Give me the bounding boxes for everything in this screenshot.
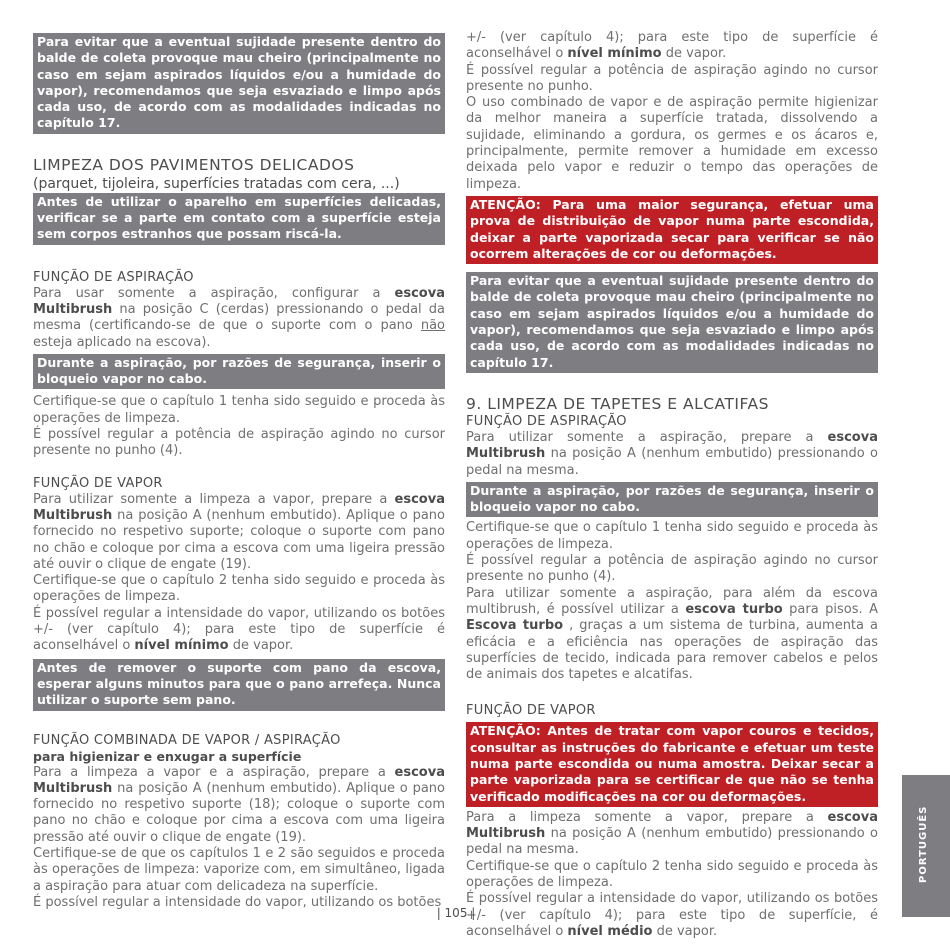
language-tab-label: PORTUGUÊS — [918, 805, 929, 883]
paragraph-chapter1: Certifique-se que o capítulo 1 tenha sido seguido e proceda às operações de limpeza. — [33, 394, 445, 426]
paragraph-steam-level-medium: É possível regular a intensidade do vapor, utilizando os botões +/- (ver capítulo 4); para este tipo de superfície, é aconselhável o nível médio de vapor. — [466, 891, 878, 939]
section-subtitle: (parquet, tijoleira, superfícies tratadas com cera, ...) — [33, 175, 400, 192]
heading-combined-sub: para higienizar e enxugar a superfície — [33, 748, 302, 764]
paragraph-steam-intensity: É possível regular a intensidade do vapor, utilizando os botões +/- (ver capítulo 4); para este tipo de superfície é aconselhável o nível mínimo de vapor. — [33, 605, 445, 654]
note-box-cloth: Antes de remover o suporte com pano da escova, esperar alguns minutos para que o pano arrefeça. Nunca utilizar o suporte sem pano. — [33, 659, 445, 711]
paragraph-carpet-steam: Para a limpeza somente a vapor, prepare a escova Multibrush na posição A (nenhum embutido) pressionando o pedal na mesma. — [466, 809, 878, 858]
note-box-delicate: Antes de utilizar o aparelho em superfícies delicadas, verificar se a parte em contato com a superfície esteja sem corpos estranhos que possam riscá-la. — [33, 193, 445, 245]
heading-suction-function-2: FUNÇÃO DE ASPIRAÇÃO — [466, 413, 627, 429]
paragraph-combined-benefits: O uso combinado de vapor e de aspiração permite higienizar da melhor maneira a superfície tratada, dissolvendo a sujidade, eliminando a gordura, os germes e os ácaros e, principalmente, permite remover a humidade em excesso deixada pelo vapor e reduzir o tempo das operações de limpeza. — [466, 95, 878, 192]
note-box-safety-lock: Durante a aspiração, por razões de segurança, inserir o bloqueio vapor no cabo. — [33, 354, 445, 390]
left-column — [33, 33, 445, 911]
warning-box-test: ATENÇÃO: Para uma maior segurança, efetuar uma prova de distribuição de vapor numa parte escondida, deixar a parte vaporizada secar para verificar se não ocorrem alterações de cor ou deformações. — [466, 196, 878, 264]
note-box-odor: Para evitar que a eventual sujidade presente dentro do balde de coleta provoque mau cheiro (principalmente no caso em sejam aspirados líquidos e/ou a humidade do vapor), recomendamos que seja esvaziado e limpo após cada uso, de acordo com as modalidades indicadas no capítulo 17. — [33, 33, 445, 134]
paragraph-suction: Para usar somente a aspiração, configurar a escova Multibrush na posição C (cerdas) pressionando o pedal da mesma (certificando-se de que o suporte com o pano não esteja aplicado na escova). — [33, 285, 445, 350]
paragraph-steam-level-min: +/- (ver capítulo 4); para este tipo de superfície é aconselhável o nível mínimo de vapor. — [466, 30, 878, 62]
paragraph-chapter1-2: Certifique-se que o capítulo 1 tenha sido seguido e proceda às operações de limpeza. — [466, 520, 878, 552]
paragraph-chapter2-2: Certifique-se que o capítulo 2 tenha sido seguido e proceda às operações de limpeza. — [466, 858, 878, 891]
heading-suction-function: FUNÇÃO DE ASPIRAÇÃO — [33, 269, 194, 285]
paragraph-carpet-suction: Para utilizar somente a aspiração, prepare a escova Multibrush na posição A (nenhum embutido) pressionando o pedal na mesma. — [466, 429, 878, 478]
paragraph-combined-chapters: Certifique-se de que os capítulos 1 e 2 são seguidos e proceda às operações de limpeza: vaporize com, em simultâneo, ligada a aspiração para atuar com delicadeza na superfície. — [33, 845, 445, 894]
heading-steam-function-2: FUNÇÃO DE VAPOR — [466, 703, 596, 719]
paragraph-combined-intensity: É possível regular a intensidade do vapor, utilizando os botões — [33, 894, 442, 910]
section-title-carpets: 9. LIMPEZA DE TAPETES E ALCATIFAS — [466, 394, 769, 413]
section-title-delicate-floors: LIMPEZA DOS PAVIMENTOS DELICADOS — [33, 155, 355, 174]
language-tab — [902, 775, 950, 917]
note-box-odor-2: Para evitar que a eventual sujidade presente dentro do balde de coleta provoque mau cheiro (principalmente no caso em sejam aspirados líquidos e/ou a humidade do vapor), recomendamos que seja esvaziado e limpo após cada uso, de acordo com as modalidades indicadas no capítulo 17. — [466, 272, 878, 373]
paragraph-steam: Para utilizar somente a limpeza a vapor, prepare a escova Multibrush na posição A (nenhum embutido). Aplique o pano fornecido no respetivo suporte; coloque o suporte com pano no chão e coloque por cima a escova com uma ligeira pressão até ouvir o clique de engate (19). — [33, 491, 445, 572]
heading-steam-function: FUNÇÃO DE VAPOR — [33, 475, 163, 491]
warning-box-leather: ATENÇÃO: Antes de tratar com vapor couros e tecidos, consultar as instruções do fabricante e efetuar um teste numa parte escondida ou numa amostra. Deixar secar a parte vaporizada para se certificar de que não se tenha verificado modificações na cor ou deformações. — [466, 722, 878, 806]
paragraph-turbo-brush: Para utilizar somente a aspiração, para além da escova multibrush, é possível utilizar a escova turbo para pisos. A Escova turbo , graças a um sistema de turbina, aumenta a eficácia e a eficiência nas operações de aspiração das superfícies de tecido, indicada para remover cabelos e pelos de animais dos tapetes e alcatifas. — [466, 585, 878, 683]
paragraph-suction-power: É possível regular a potência de aspiração agindo no cursor presente no punho (4). — [33, 427, 445, 459]
right-column — [466, 30, 878, 940]
heading-combined-function: FUNÇÃO COMBINADA DE VAPOR / ASPIRAÇÃO — [33, 732, 341, 748]
page-number: | 105 | — [436, 906, 476, 920]
note-box-safety-lock-2: Durante a aspiração, por razões de segurança, inserir o bloqueio vapor no cabo. — [466, 482, 878, 518]
paragraph-chapter2: Certifique-se que o capítulo 2 tenha sido seguido e proceda às operações de limpeza. — [33, 573, 445, 605]
paragraph-suction-power-2: É possível regular a potência de aspiração agindo no cursor presente no punho (4). — [466, 553, 878, 585]
paragraph-suction-cursor: É possível regular a potência de aspiração agindo no cursor presente no punho. — [466, 62, 878, 94]
paragraph-combined: Para a limpeza a vapor e a aspiração, prepare a escova Multibrush na posição A (nenhum embutido). Aplique o pano fornecido no respetivo suporte (18); coloque o suporte com pano no chão e coloque por cima a escova com uma ligeira pressão até ouvir o clique de engate (19). — [33, 764, 445, 845]
